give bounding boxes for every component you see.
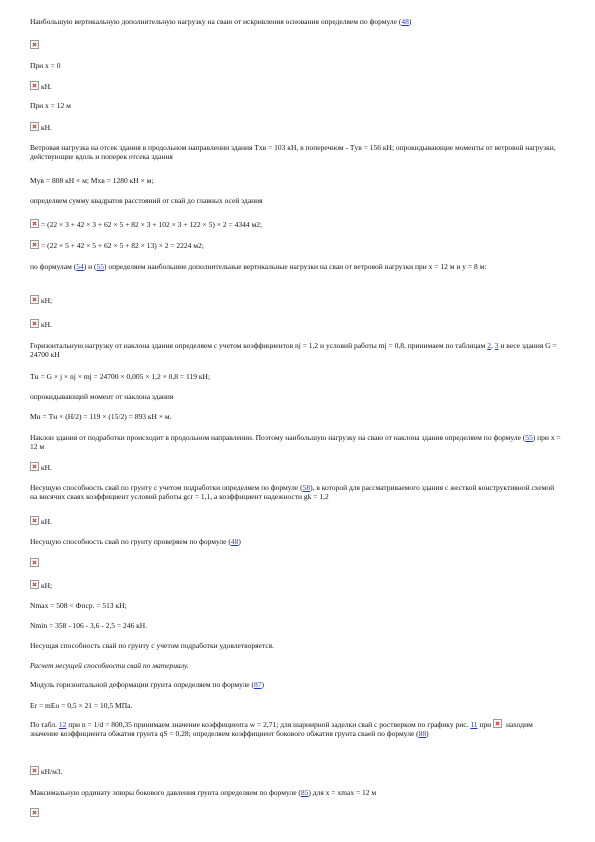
paragraph-text: При x = 0 xyxy=(30,61,61,70)
paragraph-text: ) xyxy=(261,680,264,689)
formula-link-85[interactable]: 85 xyxy=(300,788,309,797)
paragraph-text: Ветровая нагрузка на отсек здания в продольном направлении здания Тxв = 103 кН, в поперечном - Тyв = 156 кН; опрокидывающие моменты от ветровой нагрузки, действующие вдоль и поперек отсека здания xyxy=(30,143,556,162)
paragraph-modulus-87 xyxy=(30,680,562,689)
section-heading-material xyxy=(30,661,562,670)
formula-link-54[interactable]: 54 xyxy=(76,262,84,271)
paragraph-text: , xyxy=(490,341,495,350)
paragraph-tilt-direction xyxy=(30,433,562,452)
paragraph-x0 xyxy=(30,61,562,70)
paragraph-tilt-load xyxy=(30,341,562,360)
paragraph-check-48 xyxy=(30,537,562,546)
table-link-12[interactable]: 12 xyxy=(58,720,67,729)
paragraph-formulas-54-55 xyxy=(30,262,562,271)
paragraph-text: ) определяем наибольшие дополнительные вертикальные нагрузки на сваи от ветровой нагрузки при x = 12 м и y = 8 м: xyxy=(104,262,487,271)
paragraph-x12 xyxy=(30,101,562,110)
broken-image-icon xyxy=(30,40,39,49)
paragraph-overturn xyxy=(30,392,562,401)
broken-image-icon xyxy=(30,295,39,304)
broken-image-icon xyxy=(30,580,39,589)
paragraph-text: по формулам ( xyxy=(30,262,77,271)
unit-text: кН. xyxy=(41,82,52,91)
formula-er xyxy=(30,701,562,710)
paragraph-formula-48-intro xyxy=(30,17,562,26)
formula-link-87[interactable]: 87 xyxy=(253,680,262,689)
paragraph-text: ) xyxy=(426,729,429,739)
unit-text: кН. xyxy=(41,517,52,526)
broken-image-icon xyxy=(30,516,39,525)
paragraph-text: ) xyxy=(238,537,241,546)
formula-text: Nmax = 508 < Фпcр. = 513 кН; xyxy=(30,601,127,610)
paragraph-distances xyxy=(30,196,562,205)
paragraph-text: определяем сумму квадратов расстояний от свай до главных осей здания xyxy=(30,196,263,205)
formula-text: Nmin = 358 - 106 - 3,6 - 2,5 = 246 кН. xyxy=(30,621,148,630)
formula-nmin xyxy=(30,621,562,630)
paragraph-text: опрокидывающий момент от наклона здания xyxy=(30,392,174,401)
paragraph-formula-85 xyxy=(30,788,562,797)
formula-text: Mн = Tн × (H/2) = 119 × (15/2) = 893 кН × м. xyxy=(30,412,172,421)
paragraph-text: Модуль горизонтальной деформации грунта определяем по формуле ( xyxy=(30,680,254,689)
paragraph-text: и весе здания G = 24700 кН xyxy=(30,341,557,360)
broken-image-icon xyxy=(30,122,39,131)
formula-link-88[interactable]: 88 xyxy=(418,729,427,739)
formula-image-row xyxy=(30,766,562,776)
paragraph-text: Несущую способность свай по грунту с учетом подработки определяем по формуле ( xyxy=(30,483,303,492)
unit-text: кН/м3. xyxy=(41,767,63,776)
paragraph-text: Расчет несущей способности свай по материалу. xyxy=(30,661,189,670)
paragraph-text: ) и ( xyxy=(83,262,97,271)
formula-text: = (22 × 3 + 42 × 3 + 62 × 5 + 82 × 3 + 102 × 3 + 122 × 5) × 2 = 4344 м2; xyxy=(41,220,263,229)
formula-link-55[interactable]: 55 xyxy=(525,433,533,442)
unit-text: кН. xyxy=(41,463,52,472)
formula-image-row xyxy=(30,319,562,329)
paragraph-text: Несущую способность свай по грунту проверяем по формуле ( xyxy=(30,537,231,546)
table-link-2[interactable]: 2 xyxy=(487,341,491,350)
figure-link-11[interactable]: 11 xyxy=(470,720,478,729)
formula-sum-y xyxy=(30,219,562,229)
formula-image-row xyxy=(30,122,562,132)
broken-image-icon xyxy=(30,462,39,471)
broken-image-icon xyxy=(30,558,39,567)
formula-image-row xyxy=(30,808,562,818)
paragraph-text: Наибольшую вертикальную дополнительную нагрузку на сваю от искривления основания определяем по формуле ( xyxy=(30,17,402,26)
paragraph-text: при n = 1/d = 800,35 принимаем значение коэффициента w = 2,71; для шарнирной заделки свай с ростверком по графику рис. xyxy=(66,720,471,729)
formula-image-row xyxy=(30,558,562,568)
paragraph-wind-load xyxy=(30,143,562,162)
formula-image-row xyxy=(30,40,562,50)
paragraph-text: Несущая способность свай по грунту с учетом подработки удовлетворяется. xyxy=(30,641,274,650)
unit-text: кН. xyxy=(41,320,52,329)
paragraph-text: ), в которой для рассматриваемого здания с жесткой конструктивной схемой на висячих сваях коэффициент условий работы gcr = 1,1, а коэффициент надежности gk = 1,2 xyxy=(30,483,555,502)
formula-link-48[interactable]: 48 xyxy=(230,537,239,546)
paragraph-capacity-58 xyxy=(30,483,562,502)
formula-mn xyxy=(30,412,562,421)
formula-text: Tн = G × j × nj × mj = 24700 × 0,005 × 1,2 × 0,8 = 119 кН; xyxy=(30,372,211,381)
paragraph-text: ) xyxy=(408,17,412,26)
paragraph-text: При x = 12 м xyxy=(30,101,71,110)
formula-sum-x xyxy=(30,240,562,250)
broken-image-icon xyxy=(30,219,39,228)
broken-image-icon xyxy=(30,240,39,249)
paragraph-moments xyxy=(30,176,562,185)
formula-image-row xyxy=(30,516,562,526)
formula-nmax xyxy=(30,601,562,610)
formula-link-58[interactable]: 58 xyxy=(302,483,311,492)
paragraph-capacity-ok xyxy=(30,641,562,650)
unit-text: кН; xyxy=(41,581,53,590)
formula-link-55[interactable]: 55 xyxy=(96,262,105,271)
paragraph-text: Наклон здания от подработки происходит в продольном направлении. Поэтому наибольшую нагрузку на сваю от наклона здания определяем по формуле ( xyxy=(30,433,526,442)
broken-image-icon xyxy=(493,719,502,728)
paragraph-text: ) при x = 12 м xyxy=(30,433,561,452)
broken-image-icon xyxy=(30,766,39,775)
formula-image-row xyxy=(30,580,562,590)
broken-image-icon xyxy=(30,319,39,328)
paragraph-text: Myв = 808 кН × м; Mxв = 1280 кН × м; xyxy=(30,176,154,185)
broken-image-icon xyxy=(30,81,39,90)
formula-tn xyxy=(30,372,562,381)
formula-image-row xyxy=(30,295,562,305)
paragraph-text: при xyxy=(477,720,494,729)
broken-image-icon xyxy=(30,808,39,817)
table-link-3[interactable]: 3 xyxy=(494,341,499,350)
paragraph-text: находим значение коэффициента обжатия грунта qS = 0,28; определяем коэффициент бокового обжатия грунта сваей по формуле ( xyxy=(30,720,533,739)
paragraph-table-12 xyxy=(30,719,562,739)
paragraph-text: ) для x = xmax = 12 м xyxy=(308,788,377,797)
paragraph-text: Горизонтальную нагрузку от наклона здания определяем с учетом коэффициентов nj = 1,2 и условий работы mj = 0,8, принимаем по таблицам xyxy=(30,341,488,350)
unit-text: кН; xyxy=(41,296,53,305)
paragraph-text: По табл. xyxy=(30,720,59,729)
formula-text: Er = mEo = 0,5 × 21 = 10,5 МПа. xyxy=(30,701,133,710)
formula-link-48[interactable]: 48 xyxy=(401,17,409,26)
formula-image-row xyxy=(30,462,562,472)
paragraph-text: Максимальную ординату эпюры бокового давления грунта определяем по формуле ( xyxy=(30,788,301,797)
unit-text: кН. xyxy=(41,123,52,132)
formula-image-row xyxy=(30,81,562,91)
formula-text: = (22 × 5 + 42 × 5 + 62 × 5 + 82 × 13) × 2 = 2224 м2; xyxy=(41,241,204,250)
